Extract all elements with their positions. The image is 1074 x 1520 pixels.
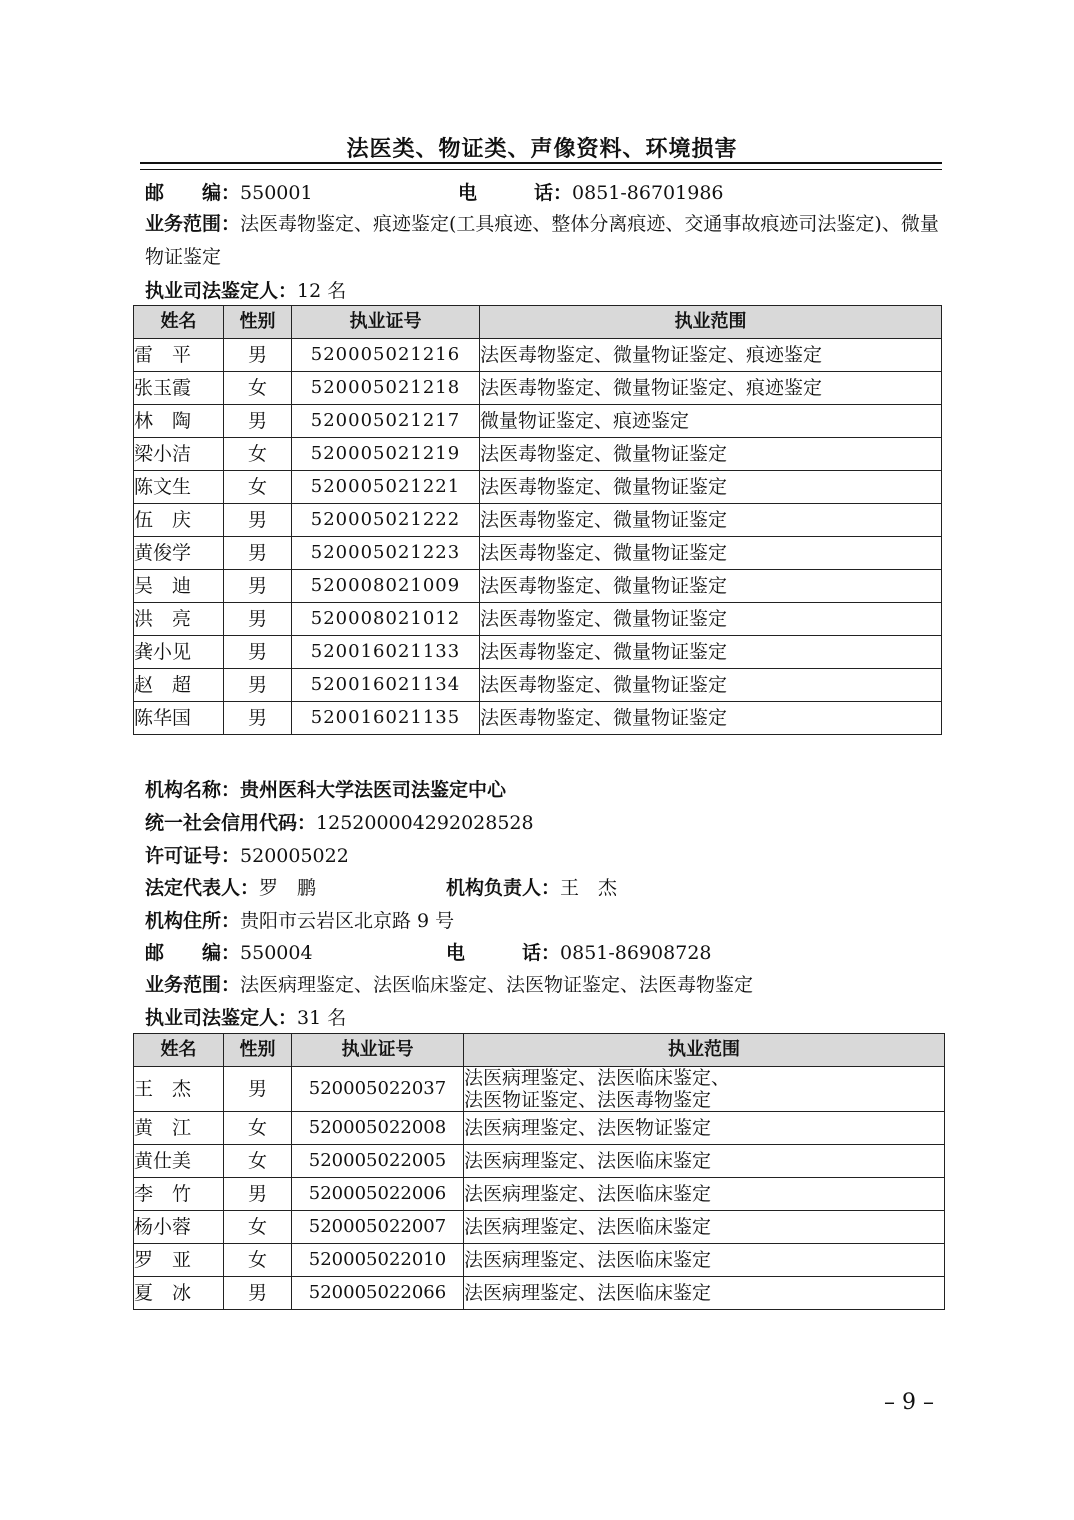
header-rule-thick (140, 162, 942, 164)
cell-name: 张玉霞 (134, 372, 224, 405)
phone-line-1 (458, 180, 724, 206)
cell-sex: 男 (224, 405, 292, 438)
legal-rep-label: 法定代表人： (145, 877, 260, 899)
page-number: – 9 – (884, 1390, 934, 1415)
table-row (134, 1067, 945, 1112)
table-row (134, 702, 942, 735)
cell-sex: 男 (224, 669, 292, 702)
cell-scope: 法医病理鉴定、法医临床鉴定 (464, 1211, 945, 1244)
org-head-line (446, 875, 617, 901)
table-row (134, 1112, 945, 1145)
cell-license-no: 520005022010 (292, 1244, 464, 1277)
page-header-title: 法医类、物证类、声像资料、环境损害 (346, 137, 738, 162)
expert-count-label: 执业司法鉴定人： (145, 1007, 298, 1029)
cell-name: 伍 庆 (134, 504, 224, 537)
table-row (134, 339, 942, 372)
org-name-value: 贵州医科大学法医司法鉴定中心 (240, 779, 507, 801)
table-row (134, 603, 942, 636)
table-row (134, 1178, 945, 1211)
cell-name: 杨小蓉 (134, 1211, 224, 1244)
expert-count-line-2 (145, 1005, 346, 1031)
cell-sex: 男 (224, 537, 292, 570)
legal-rep-value: 罗 鹏 (259, 877, 317, 899)
org-head-value: 王 杰 (560, 877, 618, 899)
col-header-sex: 性别 (224, 1034, 292, 1067)
scope-value: 法医病理鉴定、法医临床鉴定、法医物证鉴定、法医毒物鉴定 (240, 974, 754, 996)
cell-name: 龚小见 (134, 636, 224, 669)
cell-name: 李 竹 (134, 1178, 224, 1211)
cell-sex: 女 (224, 1145, 292, 1178)
col-header-license-no: 执业证号 (292, 1034, 464, 1067)
cell-license-no: 520005021223 (292, 537, 480, 570)
cell-sex: 男 (224, 504, 292, 537)
postcode-label: 邮 编： (145, 942, 241, 964)
cell-sex: 女 (224, 1112, 292, 1145)
experts-table-1 (133, 305, 942, 735)
cell-scope: 法医毒物鉴定、微量物证鉴定 (480, 636, 942, 669)
col-header-license-no: 执业证号 (292, 306, 480, 339)
cell-license-no: 520005021219 (292, 438, 480, 471)
scope-label: 业务范围： (145, 974, 241, 996)
postcode-line-2 (145, 940, 313, 966)
cell-license-no: 520005021217 (292, 405, 480, 438)
cell-license-no: 520016021133 (292, 636, 480, 669)
cell-scope: 法医毒物鉴定、微量物证鉴定、痕迹鉴定 (480, 372, 942, 405)
cell-license-no: 520008021012 (292, 603, 480, 636)
cell-name: 吴 迪 (134, 570, 224, 603)
cell-name: 洪 亮 (134, 603, 224, 636)
credit-code-line (145, 810, 534, 836)
cell-license-no: 520005022066 (292, 1277, 464, 1310)
cell-sex: 女 (224, 372, 292, 405)
table-row (134, 1244, 945, 1277)
cell-sex: 男 (224, 339, 292, 372)
postcode-value: 550004 (240, 942, 313, 964)
expert-count-line-1 (145, 278, 346, 304)
postcode-line-1 (145, 180, 313, 206)
cell-license-no: 520016021134 (292, 669, 480, 702)
cell-name: 陈华国 (134, 702, 224, 735)
cell-scope: 法医毒物鉴定、微量物证鉴定 (480, 537, 942, 570)
cell-license-no: 520005022005 (292, 1145, 464, 1178)
cell-license-no: 520005021221 (292, 471, 480, 504)
cell-license-no: 520005021218 (292, 372, 480, 405)
col-header-name: 姓名 (134, 1034, 224, 1067)
table-header-row (134, 1034, 945, 1067)
cell-name: 黄 江 (134, 1112, 224, 1145)
cell-license-no: 520005022037 (292, 1067, 464, 1112)
header-rule-thin (140, 169, 942, 170)
cell-scope: 法医病理鉴定、法医临床鉴定 (464, 1178, 945, 1211)
cell-name: 林 陶 (134, 405, 224, 438)
cell-sex: 女 (224, 471, 292, 504)
table-row (134, 1211, 945, 1244)
cell-name: 王 杰 (134, 1067, 224, 1112)
cell-scope: 法医毒物鉴定、微量物证鉴定 (480, 570, 942, 603)
legal-rep-line (145, 875, 316, 901)
scope-paragraph-1 (145, 208, 950, 274)
cell-sex: 男 (224, 1277, 292, 1310)
table-row (134, 372, 942, 405)
col-header-scope: 执业范围 (480, 306, 942, 339)
cell-license-no: 520005021222 (292, 504, 480, 537)
cell-sex: 女 (224, 1211, 292, 1244)
cell-scope: 法医病理鉴定、法医临床鉴定 (464, 1277, 945, 1310)
license-value: 520005022 (240, 845, 349, 867)
col-header-scope: 执业范围 (464, 1034, 945, 1067)
org-head-label: 机构负责人： (446, 877, 561, 899)
expert-count-label: 执业司法鉴定人： (145, 280, 298, 302)
cell-name: 赵 超 (134, 669, 224, 702)
scope-label: 业务范围： (145, 213, 241, 235)
cell-scope: 法医病理鉴定、法医物证鉴定 (464, 1112, 945, 1145)
cell-license-no: 520016021135 (292, 702, 480, 735)
cell-sex: 女 (224, 438, 292, 471)
phone-label: 电 话： (458, 182, 573, 204)
postcode-label: 邮 编： (145, 182, 241, 204)
table-row (134, 471, 942, 504)
table-row (134, 669, 942, 702)
table-row (134, 1277, 945, 1310)
table-row (134, 537, 942, 570)
col-header-name: 姓名 (134, 306, 224, 339)
phone-label: 电 话： (446, 942, 561, 964)
table-row (134, 438, 942, 471)
cell-sex: 男 (224, 570, 292, 603)
cell-scope: 法医毒物鉴定、微量物证鉴定 (480, 471, 942, 504)
cell-scope: 法医毒物鉴定、微量物证鉴定、痕迹鉴定 (480, 339, 942, 372)
cell-name: 雷 平 (134, 339, 224, 372)
credit-code-value: 125200004292028528 (316, 812, 534, 834)
phone-value: 0851-86701986 (572, 182, 724, 204)
cell-license-no: 520008021009 (292, 570, 480, 603)
cell-scope: 微量物证鉴定、痕迹鉴定 (480, 405, 942, 438)
cell-name: 罗 亚 (134, 1244, 224, 1277)
cell-scope: 法医毒物鉴定、微量物证鉴定 (480, 438, 942, 471)
cell-scope: 法医毒物鉴定、微量物证鉴定 (480, 669, 942, 702)
cell-sex: 男 (224, 1178, 292, 1211)
expert-count-value: 31 名 (297, 1007, 347, 1029)
table-row (134, 405, 942, 438)
cell-sex: 男 (224, 1067, 292, 1112)
credit-code-label: 统一社会信用代码： (145, 812, 317, 834)
license-line (145, 843, 349, 869)
table-header-row (134, 306, 942, 339)
table-row (134, 504, 942, 537)
cell-scope: 法医病理鉴定、法医临床鉴定、法医物证鉴定、法医毒物鉴定 (464, 1067, 945, 1112)
cell-scope: 法医毒物鉴定、微量物证鉴定 (480, 603, 942, 636)
cell-sex: 男 (224, 636, 292, 669)
cell-sex: 男 (224, 702, 292, 735)
address-label: 机构住所： (145, 910, 241, 932)
phone-value: 0851-86908728 (560, 942, 712, 964)
expert-count-value: 12 名 (297, 280, 347, 302)
cell-name: 陈文生 (134, 471, 224, 504)
cell-scope: 法医病理鉴定、法医临床鉴定 (464, 1145, 945, 1178)
phone-line-2 (446, 940, 712, 966)
table-row (134, 636, 942, 669)
table-row (134, 1145, 945, 1178)
address-line (145, 908, 454, 934)
scope-line-2 (145, 972, 753, 998)
cell-name: 夏 冰 (134, 1277, 224, 1310)
experts-table-2 (133, 1033, 945, 1310)
cell-scope: 法医毒物鉴定、微量物证鉴定 (480, 504, 942, 537)
cell-name: 黄俊学 (134, 537, 224, 570)
org-name-label: 机构名称： (145, 779, 241, 801)
scope-value: 法医毒物鉴定、痕迹鉴定(工具痕迹、整体分离痕迹、交通事故痕迹司法鉴定)、微量物证鉴定 (145, 213, 939, 268)
cell-sex: 女 (224, 1244, 292, 1277)
org-name-line (145, 777, 506, 803)
cell-scope: 法医病理鉴定、法医临床鉴定 (464, 1244, 945, 1277)
cell-name: 梁小洁 (134, 438, 224, 471)
cell-scope: 法医毒物鉴定、微量物证鉴定 (480, 702, 942, 735)
address-value: 贵阳市云岩区北京路 9 号 (240, 910, 455, 932)
col-header-sex: 性别 (224, 306, 292, 339)
cell-sex: 男 (224, 603, 292, 636)
cell-license-no: 520005022006 (292, 1178, 464, 1211)
table-row (134, 570, 942, 603)
license-label: 许可证号： (145, 845, 241, 867)
cell-license-no: 520005022007 (292, 1211, 464, 1244)
cell-license-no: 520005022008 (292, 1112, 464, 1145)
cell-name: 黄仕美 (134, 1145, 224, 1178)
postcode-value: 550001 (240, 182, 313, 204)
cell-license-no: 520005021216 (292, 339, 480, 372)
